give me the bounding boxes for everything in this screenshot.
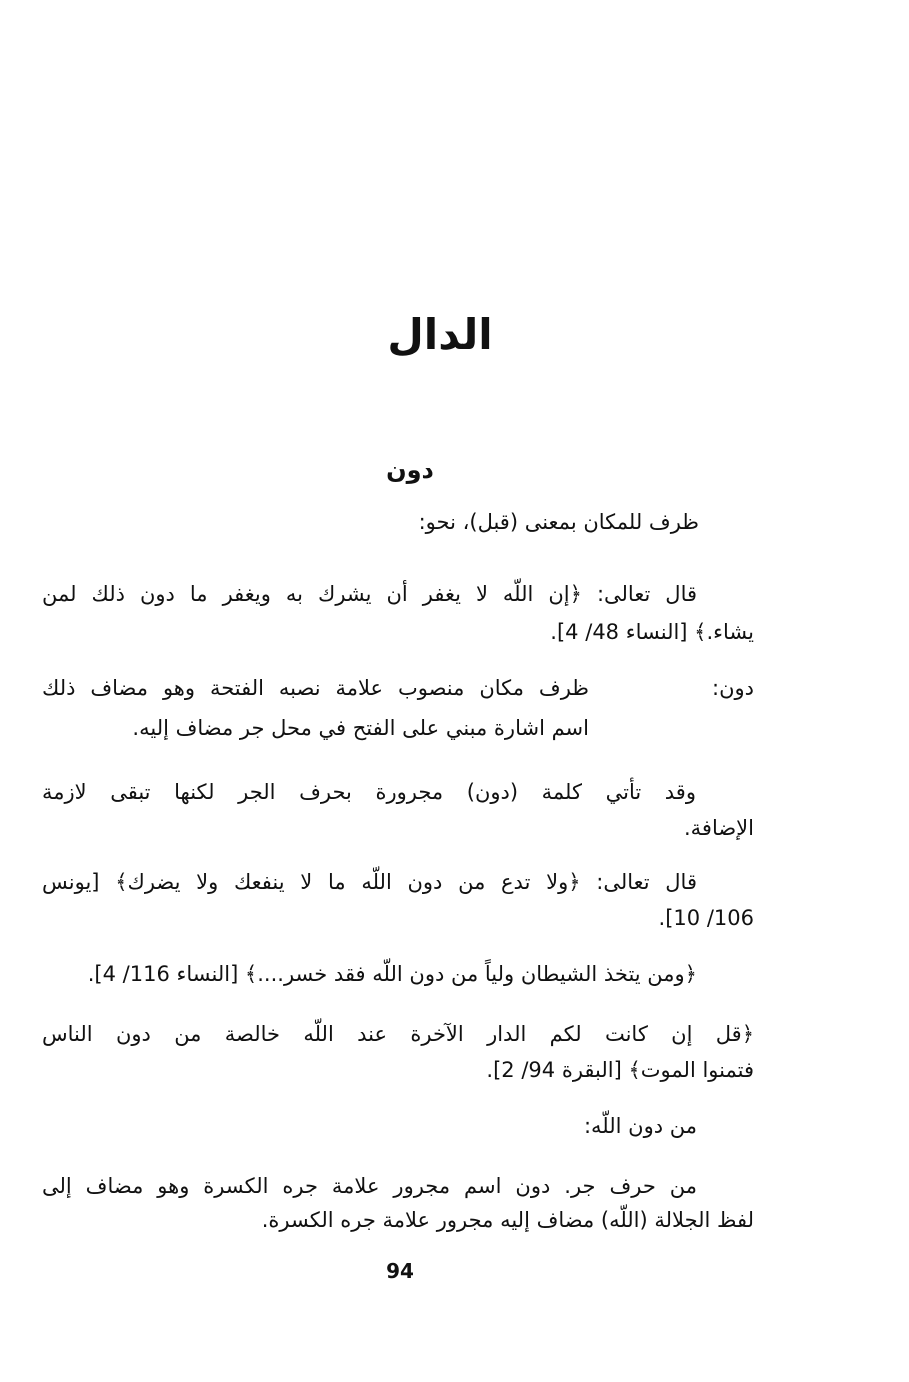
paragraph-quran-example-3 (42, 954, 697, 994)
paragraph-quran-example-1-continuation (42, 612, 754, 652)
section-title: دون (386, 456, 434, 484)
paragraph-line: يشاء.﴾ [النساء 48/ 4]. (550, 620, 754, 644)
page-number: 94 (386, 1259, 414, 1283)
paragraph-line: وقد تأتي كلمة (دون) مجرورة بحرف الجر لكنها تبقى لازمة (42, 780, 696, 804)
grammar-analysis-dun (42, 668, 754, 752)
analysis-label: دون: (712, 676, 754, 700)
paragraph-line: اسم اشارة مبني على الفتح في محل جر مضاف إليه. (132, 716, 589, 740)
paragraph-quran-example-4 (42, 1014, 754, 1090)
paragraph-line: ﴿قل إن كانت لكم الدار الآخرة عند اللّه خالصة من دون الناس (42, 1022, 754, 1046)
paragraph-quran-example-2 (42, 862, 697, 902)
paragraph-line: قال تعالى: ﴿إن اللّه لا يغفر أن يشرك به ويغفر ما دون ذلك لمن (42, 582, 697, 606)
chapter-title: الدال (387, 310, 493, 359)
paragraph-min-dun-allah (42, 1106, 697, 1146)
paragraph-definition (249, 502, 699, 542)
paragraph-line: 106/ 10]. (658, 906, 754, 930)
paragraph-line: ظرف مكان منصوب علامة نصبه الفتحة وهو مضاف ذلك (42, 676, 589, 700)
paragraph-quran-example-1 (42, 574, 697, 614)
paragraph-line: ظرف للمكان بمعنى (قبل)، نحو: (418, 510, 699, 534)
paragraph-line: من دون اللّه: (583, 1114, 697, 1138)
paragraph-line: من حرف جر. دون اسم مجرور علامة جره الكسرة وهو مضاف إلى (42, 1174, 697, 1198)
paragraph-grammar-analysis-2-continuation (42, 1200, 754, 1240)
paragraph-note-majrur-continuation (42, 808, 754, 848)
paragraph-line: الإضافة. (683, 816, 754, 840)
paragraph-quran-example-2-continuation (42, 898, 754, 938)
paragraph-line: لفظ الجلالة (اللّه) مضاف إليه مجرور علامة جره الكسرة. (261, 1208, 754, 1232)
paragraph-note-majrur (42, 772, 696, 812)
paragraph-line: قال تعالى: ﴿ولا تدع من دون اللّه ما لا ينفعك ولا يضرك﴾ [يونس (42, 870, 697, 894)
paragraph-line: فتمنوا الموت﴾ [البقرة 94/ 2]. (486, 1058, 754, 1082)
paragraph-line: ﴿ومن يتخذ الشيطان ولياً من دون اللّه فقد خسر....﴾ [النساء 116/ 4]. (87, 962, 697, 986)
